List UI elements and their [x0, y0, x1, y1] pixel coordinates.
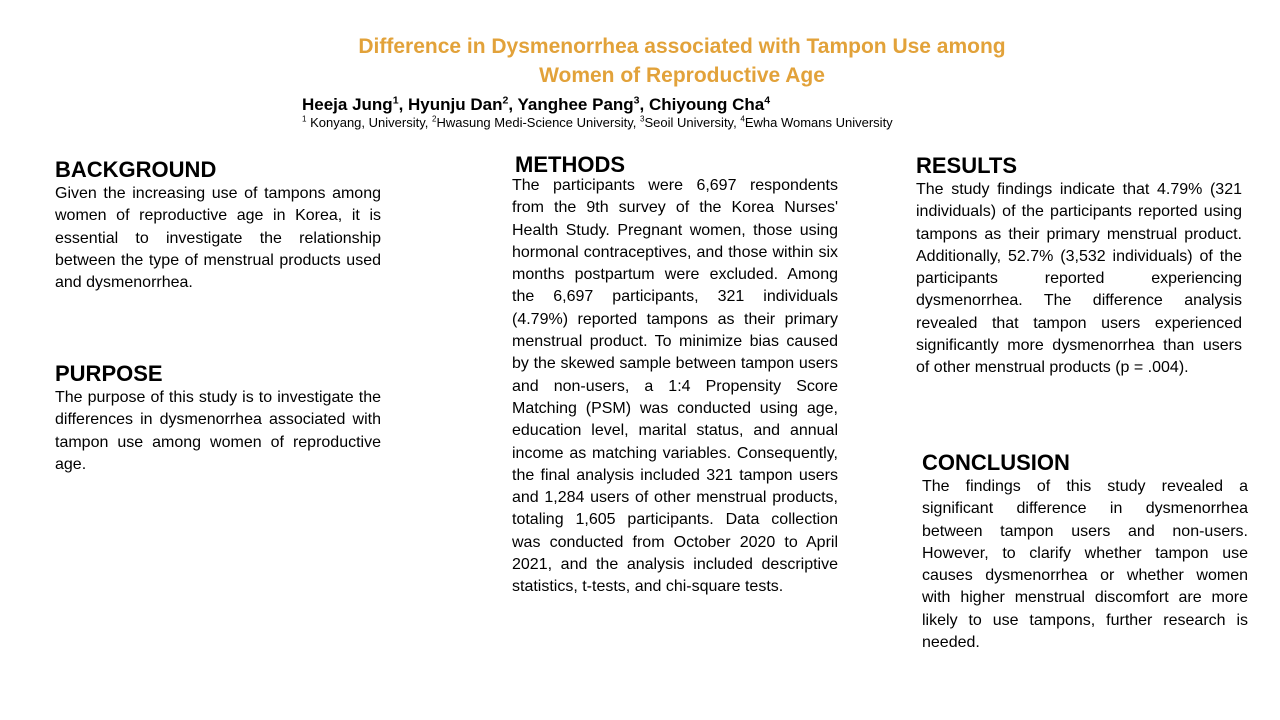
poster-title [262, 32, 1102, 90]
author-name: Heeja Jung [302, 95, 393, 114]
results-body: The study findings indicate that 4.79% (321 individuals) of the participants reported using tampons as their primary menstrual product. Additionally, 52.7% (3,532 individuals) of the participants reported experiencing dysmenorrhea. The difference analysis revealed that tampon users experienced significantly more dysmenorrhea than users of other menstrual products (p = .004). [916, 181, 1242, 377]
affiliation-superscript: 1 [302, 114, 307, 124]
methods-heading: METHODS [515, 152, 625, 177]
affiliation-separator: , [424, 115, 432, 130]
affiliation-name: Konyang, University [306, 115, 425, 130]
author-name: Yanghee Pang [517, 95, 634, 114]
affiliation-separator: , [733, 115, 741, 130]
author-list [302, 94, 770, 116]
conclusion-body: The findings of this study revealed a significant difference in dysmenorrhea between tampon users and non-users. However, to clarify whether tampon use causes dysmenorrhea or whether women with higher menstrual discomfort are more likely to use tampons, further research is needed. [922, 478, 1248, 652]
results-section [916, 153, 1242, 380]
background-section [55, 157, 381, 294]
affiliation-superscript: 2 [431, 114, 437, 124]
methods-section [512, 152, 838, 599]
author-name: Chiyoung Cha [648, 95, 765, 114]
background-heading: BACKGROUND [55, 157, 217, 182]
methods-body: The participants were 6,697 respondents from the 9th survey of the Korea Nurses' Health Study. Pregnant women, those using hormonal contraceptives, and those within six months postpartum were excluded. Among the 6,697 participants, 321 individuals (4.79%) reported tampons as their primary menstrual product. To minimize bias caused by the skewed sample between tampon users and non-users, a 1:4 Propensity Score Matching (PSM) was conducted using age, education level, marital status, and annual income as matching variables. Consequently, the final analysis included 321 tampon users and 1,284 users of other menstrual products, totaling 1,605 participants. Data collection was conducted from October 2020 to April 2021, and the analysis included descriptive statistics, t-tests, and chi-square tests. [512, 177, 838, 596]
affiliation-superscript: 3 [639, 114, 645, 124]
conclusion-section [922, 450, 1248, 654]
author-separator: , [398, 95, 409, 114]
author-superscript: 4 [764, 94, 771, 107]
affiliation-superscript: 4 [740, 114, 745, 124]
purpose-body: The purpose of this study is to investigate the differences in dysmenorrhea associated with tampon use among women of reproductive age. [55, 389, 381, 473]
affiliation-name: Ewha Womans University [744, 115, 893, 130]
author-separator: , [508, 95, 518, 114]
purpose-section [55, 361, 381, 476]
author-superscript: 1 [392, 94, 399, 107]
affiliation-list [302, 114, 893, 132]
affiliation-name: Hwasung Medi-Science University [436, 115, 633, 130]
author-separator: , [639, 95, 649, 114]
conclusion-heading: CONCLUSION [922, 450, 1070, 475]
author-name: Hyunju Dan [408, 95, 503, 114]
background-body: Given the increasing use of tampons among women of reproductive age in Korea, it is essential to investigate the relationship between the type of menstrual products used and dysmenorrhea. [55, 185, 381, 292]
purpose-heading: PURPOSE [55, 361, 163, 386]
author-superscript: 2 [502, 94, 509, 107]
poster-title-line-2: Women of Reproductive Age [539, 64, 825, 87]
affiliation-separator: , [632, 115, 640, 130]
affiliation-name: Seoil University [644, 115, 734, 130]
author-superscript: 3 [633, 94, 640, 107]
results-heading: RESULTS [916, 153, 1018, 178]
poster-title-line-1: Difference in Dysmenorrhea associated with Tampon Use among [358, 35, 1006, 58]
